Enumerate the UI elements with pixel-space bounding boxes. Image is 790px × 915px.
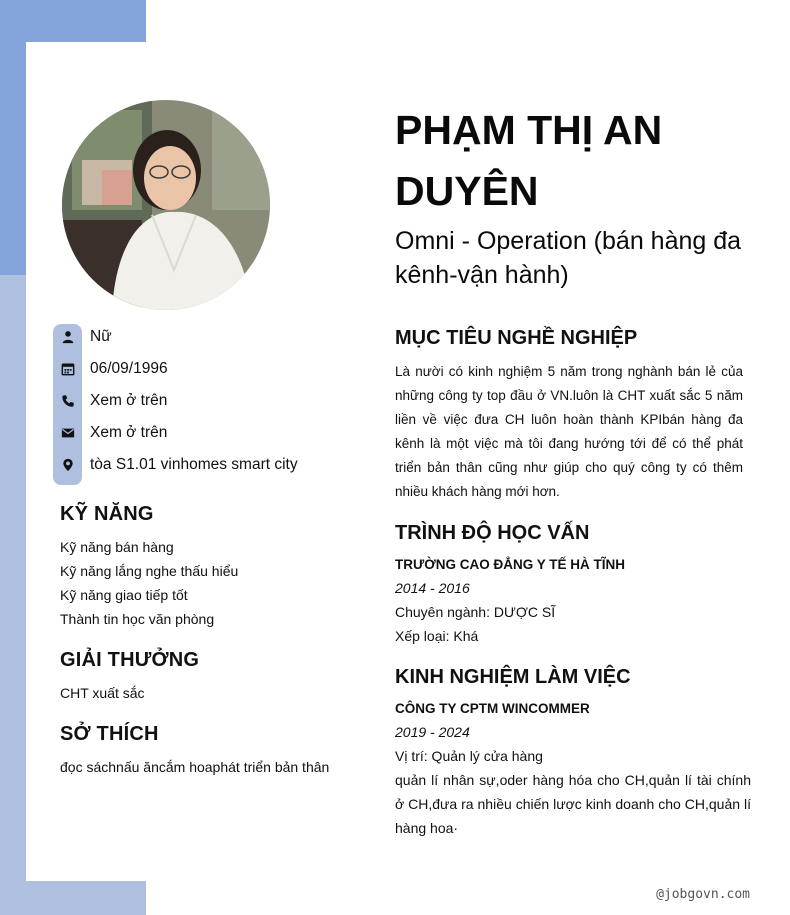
profile-photo bbox=[62, 100, 270, 310]
hobbies-list bbox=[60, 755, 360, 779]
hobbies-title: SỞ THÍCH bbox=[60, 723, 159, 745]
skills-list bbox=[60, 535, 360, 631]
phone-icon bbox=[53, 391, 82, 411]
skills-title: KỸ NĂNG bbox=[60, 503, 154, 525]
awards-list bbox=[60, 681, 360, 705]
objective-text: Là nười có kinh nghiệm 5 năm trong nghành bán lẻ của những công ty top đầu ở VN.luôn là CHT xuất sắc 5 năm liền về việc đưa CH luôn hoàn thành KPIbán hàng đa kênh là một việc mà tôi đang hướng tới để có thể phát triển bản thân cũng như giúp cho quý công ty có thêm nhiều khách hàng mới hơn. bbox=[395, 364, 743, 499]
watermark: @jobgovn.com bbox=[656, 887, 750, 902]
candidate-role: Omni - Operation (bán hàng đa kênh-vận hành) bbox=[395, 227, 742, 289]
experience-position: Vị trí: Quản lý cửa hàng bbox=[395, 748, 543, 764]
objective-title: MỤC TIÊU NGHỀ NGHIỆP bbox=[395, 327, 638, 349]
calendar-icon bbox=[53, 359, 82, 379]
contact-address bbox=[53, 449, 353, 481]
education-school: TRƯỜNG CAO ĐẲNG Y TẾ HÀ TĨNH bbox=[395, 557, 625, 572]
contact-email bbox=[53, 417, 353, 449]
skill-item: Kỹ năng lắng nghe thấu hiểu bbox=[60, 563, 239, 579]
hobbies-text: đọc sáchnấu ăncắm hoaphát triển bản thân bbox=[60, 759, 330, 775]
skill-item: Kỹ năng giao tiếp tốt bbox=[60, 587, 188, 603]
experience-company: CÔNG TY CPTM WINCOMMER bbox=[395, 701, 590, 716]
contact-gender-text: Nữ bbox=[90, 328, 112, 345]
awards-title: GIẢI THƯỞNG bbox=[60, 649, 200, 671]
award-item: CHT xuất sắc bbox=[60, 685, 145, 701]
experience-period: 2019 - 2024 bbox=[395, 724, 470, 740]
education-title: TRÌNH ĐỘ HỌC VẤN bbox=[395, 522, 590, 544]
email-icon bbox=[53, 423, 82, 443]
skill-item: Kỹ năng bán hàng bbox=[60, 539, 174, 555]
experience-title: KINH NGHIỆM LÀM VIỆC bbox=[395, 666, 631, 688]
candidate-name: PHẠM THỊ AN DUYÊN bbox=[395, 107, 663, 214]
experience-description: quản lí nhân sự,oder hàng hóa cho CH,quản lí tài chính ở CH,đưa ra nhiều chiến lược kinh doanh cho CH,quản lí hàng hoa· bbox=[395, 772, 751, 836]
contact-birthday bbox=[53, 353, 353, 385]
contact-address-text: tòa S1.01 vinhomes smart city bbox=[90, 456, 298, 473]
contact-phone bbox=[53, 385, 353, 417]
person-icon bbox=[53, 327, 82, 347]
contact-email-text: Xem ở trên bbox=[90, 424, 168, 441]
education-grade: Xếp loại: Khá bbox=[395, 628, 479, 644]
contact-gender bbox=[53, 321, 353, 353]
education-major: Chuyên ngành: DƯỢC SĨ bbox=[395, 604, 556, 620]
skill-item: Thành tin học văn phòng bbox=[60, 611, 215, 627]
contact-birthday-text: 06/09/1996 bbox=[90, 360, 168, 377]
location-icon bbox=[53, 455, 82, 475]
contact-phone-text: Xem ở trên bbox=[90, 392, 168, 409]
education-period: 2014 - 2016 bbox=[395, 580, 470, 596]
